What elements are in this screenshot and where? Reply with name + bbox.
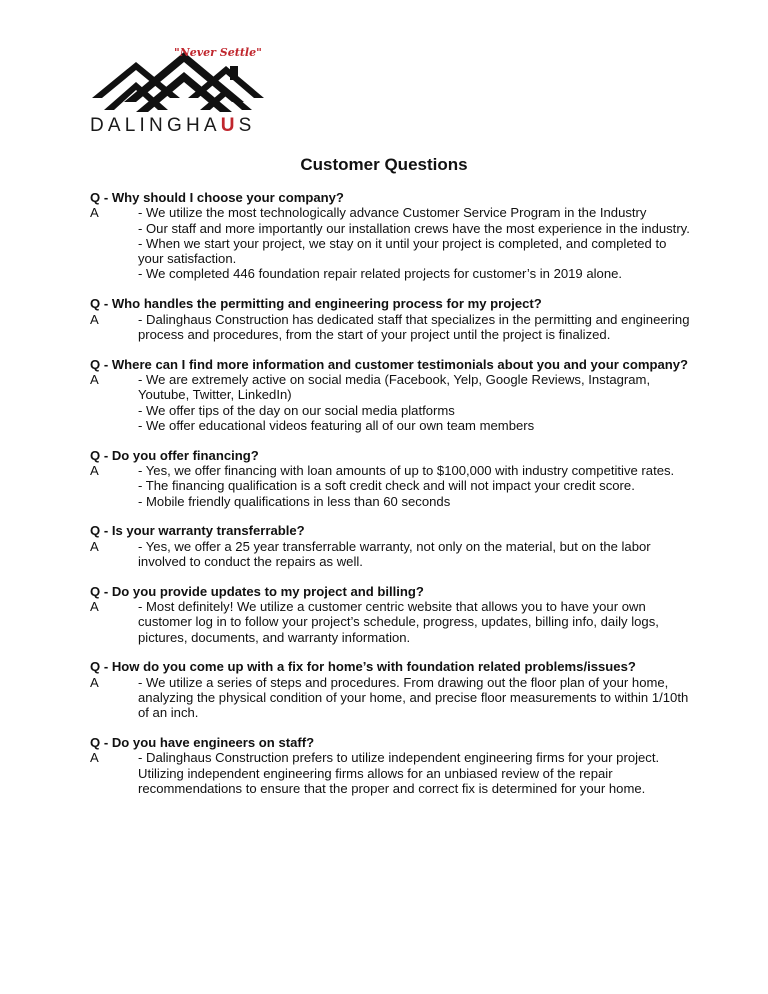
faq-item <box>90 448 690 509</box>
answer-text: - We offer tips of the day on our social media platforms <box>138 402 455 418</box>
answer <box>90 205 690 281</box>
answer-text: - Our staff and more importantly our installation crews have the most experience in the industry. <box>138 220 690 236</box>
answer-text: - Yes, we offer financing with loan amounts of up to $100,000 with industry competitive rates. <box>138 462 675 478</box>
answer <box>90 675 690 721</box>
answer-label: A <box>90 462 99 478</box>
faq-item <box>90 735 690 796</box>
faq-item <box>90 357 690 433</box>
answer <box>90 539 690 570</box>
answer-lines <box>138 463 690 509</box>
answer <box>90 372 690 433</box>
question: Q - Do you provide updates to my project and billing? <box>90 583 424 599</box>
faq-item <box>90 296 690 342</box>
brand-name-part: DALINGHA <box>90 115 221 136</box>
answer-text: - Dalinghaus Construction prefers to utilize independent engineering firms for your project. Utilizing independent engineering firms allows for an unbiased review of the repair recommendations to ensure that the proper and correct fix is determined for your home. <box>138 750 660 796</box>
answer-label: A <box>90 311 99 327</box>
answer <box>90 312 690 343</box>
page-title: Customer Questions <box>300 155 468 174</box>
faq-list <box>90 190 690 811</box>
question: Q - Do you have engineers on staff? <box>90 735 315 751</box>
faq-item <box>90 584 690 645</box>
brand-name <box>90 115 256 137</box>
answer <box>90 750 690 796</box>
answer-label: A <box>90 205 99 221</box>
answer-lines <box>138 312 690 343</box>
answer-text: - Most definitely! We utilize a customer centric website that allows you to have your own customer log in to follow your project’s schedule, progress, updates, billing info, daily logs, pictures, documents, and warranty information. <box>138 599 659 645</box>
answer-text: - We are extremely active on social media (Facebook, Yelp, Google Reviews, Instagram, Youtube, Twitter, LinkedIn) <box>138 371 651 403</box>
question: Q - Where can I find more information and customer testimonials about you and your company? <box>90 356 689 372</box>
faq-item <box>90 659 690 720</box>
answer-text: - When we start your project, we stay on it until your project is completed, and completed to your satisfaction. <box>138 235 667 267</box>
answer-label: A <box>90 599 99 615</box>
question: Q - Is your warranty transferrable? <box>90 523 305 539</box>
question: Q - Do you offer financing? <box>90 447 259 463</box>
answer-text: - We utilize the most technologically advance Customer Service Program in the Industry <box>138 205 647 221</box>
brand-name-part: S <box>238 115 256 136</box>
answer-label: A <box>90 371 99 387</box>
horseshoe-u-icon: U <box>220 115 239 136</box>
faq-item <box>90 190 690 282</box>
question: Q - How do you come up with a fix for home’s with foundation related problems/issues? <box>90 659 636 675</box>
answer-label: A <box>90 750 99 766</box>
answer-text: - Yes, we offer a 25 year transferrable warranty, not only on the material, but on the labor involved to conduct the repairs as well. <box>138 538 651 569</box>
faq-item <box>90 523 690 569</box>
answer-lines <box>138 599 690 645</box>
answer-lines <box>138 675 690 721</box>
answer <box>90 463 690 509</box>
question: Q - Who handles the permitting and engineering process for my project? <box>90 296 542 312</box>
answer-text: - Dalinghaus Construction has dedicated staff that specializes in the permitting and engineering process and procedures, from the start of your project until the project is finalized. <box>138 311 690 342</box>
answer-text: - We utilize a series of steps and procedures. From drawing out the floor plan of your home, analyzing the physical condition of your home, and precise floor measurements to within 1/10th of an inch. <box>138 674 689 721</box>
answer <box>90 599 690 645</box>
answer-text: - We offer educational videos featuring all of our own team members <box>138 417 535 433</box>
answer-lines <box>138 539 690 570</box>
answer-lines <box>138 750 690 796</box>
answer-label: A <box>90 674 99 690</box>
answer-text: - Mobile friendly qualifications in less than 60 seconds <box>138 493 451 509</box>
question: Q - Why should I choose your company? <box>90 190 344 205</box>
answer-text: - The financing qualification is a soft credit check and will not impact your credit score. <box>138 478 635 494</box>
logo-tagline: "Never Settle" <box>174 46 262 59</box>
answer-text: - We completed 446 foundation repair related projects for customer’s in 2019 alone. <box>138 266 623 282</box>
answer-lines <box>138 372 690 433</box>
answer-lines <box>138 205 690 281</box>
answer-label: A <box>90 538 99 554</box>
